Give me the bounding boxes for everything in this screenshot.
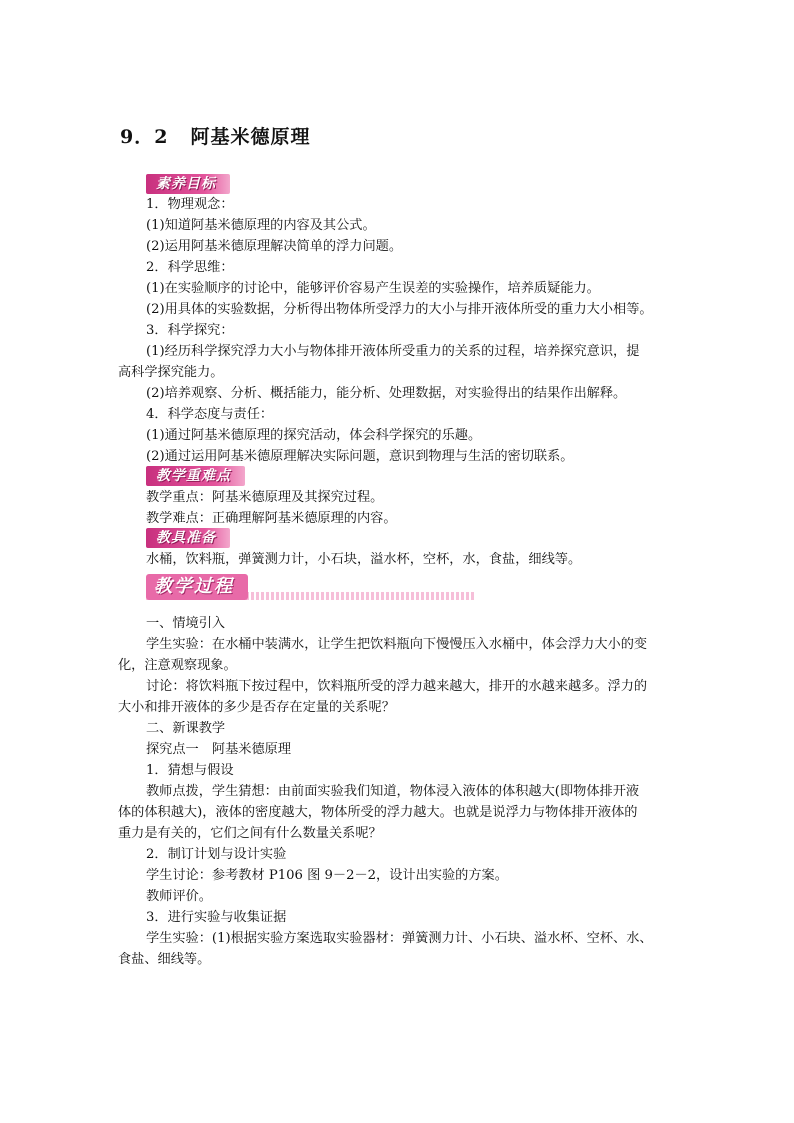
process-line: 学生实验：(1)根据实验方案选取实验器材：弹簧测力计、小石块、溢水杯、空杯、水、 <box>146 931 653 946</box>
process-line: 3．进行实验与收集证据 <box>146 910 287 925</box>
process-line: 二、新课教学 <box>146 721 226 736</box>
materials-heading: 教具准备 <box>146 528 230 548</box>
goal-line: (1)知道阿基米德原理的内容及其公式。 <box>146 218 376 233</box>
process-line: 学生讨论：参考教材 P106 图 9－2－2，设计出实验的方案。 <box>146 868 508 883</box>
process-line: 一、情境引入 <box>146 616 226 631</box>
process-line: 教师评价。 <box>146 889 212 904</box>
process-line: 大小和排开液体的多少是否存在定量的关系呢？ <box>118 700 395 715</box>
goal-line: 1．物理观念： <box>146 197 234 212</box>
key-point-line: 教学难点：正确理解阿基米德原理的内容。 <box>146 511 397 526</box>
goal-line: (1)经历科学探究浮力大小与物体排开液体所受重力的关系的过程，培养探究意识，提 <box>146 344 640 359</box>
goals-heading: 素养目标 <box>146 174 230 194</box>
process-line: 讨论：将饮料瓶下按过程中，饮料瓶所受的浮力越来越大，排开的水越来越多。浮力的 <box>146 679 648 694</box>
goal-line: (2)通过运用阿基米德原理解决实际问题，意识到物理与生活的密切联系。 <box>146 449 574 464</box>
process-line: 2．制订计划与设计实验 <box>146 847 287 862</box>
process-line: 体的体积越大)，液体的密度越大，物体所受的浮力越大。也就是说浮力与物体排开液体的 <box>118 805 638 820</box>
process-line: 教师点拨，学生猜想：由前面实验我们知道，物体浸入液体的体积越大(即物体排开液 <box>146 784 640 799</box>
goal-line: (1)通过阿基米德原理的探究活动，体会科学探究的乐趣。 <box>146 428 482 443</box>
key-point-line: 教学重点：阿基米德原理及其探究过程。 <box>146 490 384 505</box>
section-number: 9．2 <box>120 126 169 148</box>
process-line: 重力是有关的，它们之间有什么数量关系呢？ <box>118 826 382 841</box>
key-points-heading: 教学重难点 <box>146 466 245 486</box>
goal-line: (2)培养观察、分析、概括能力，能分析、处理数据，对实验得出的结果作出解释。 <box>146 386 627 401</box>
process-line: 食盐、细线等。 <box>118 952 211 967</box>
goal-line: 4．科学态度与责任： <box>146 407 274 422</box>
process-line: 学生实验：在水桶中装满水，让学生把饮料瓶向下慢慢压入水桶中，体会浮力大小的变 <box>146 637 648 652</box>
process-heading: 教学过程 <box>146 574 248 600</box>
process-line: 探究点一 阿基米德原理 <box>146 742 292 757</box>
goal-line: (1)在实验顺序的讨论中，能够评价容易产生误差的实验操作，培养质疑能力。 <box>146 281 600 296</box>
goal-line: (2)运用阿基米德原理解决简单的浮力问题。 <box>146 239 403 254</box>
goal-line: 2．科学思维： <box>146 260 234 275</box>
goal-line: (2)用具体的实验数据，分析得出物体所受浮力的大小与排开液体所受的重力大小相等。 <box>146 302 653 317</box>
goal-line: 高科学探究能力。 <box>118 365 224 380</box>
section-title: 阿基米德原理 <box>190 126 311 148</box>
page-title <box>120 122 310 149</box>
process-line: 1．猜想与假设 <box>146 763 234 778</box>
process-line: 化，注意观察现象。 <box>118 658 237 673</box>
goal-line: 3．科学探究： <box>146 323 234 338</box>
materials-line: 水桶，饮料瓶，弹簧测力计，小石块，溢水杯，空杯，水，食盐，细线等。 <box>146 552 582 567</box>
